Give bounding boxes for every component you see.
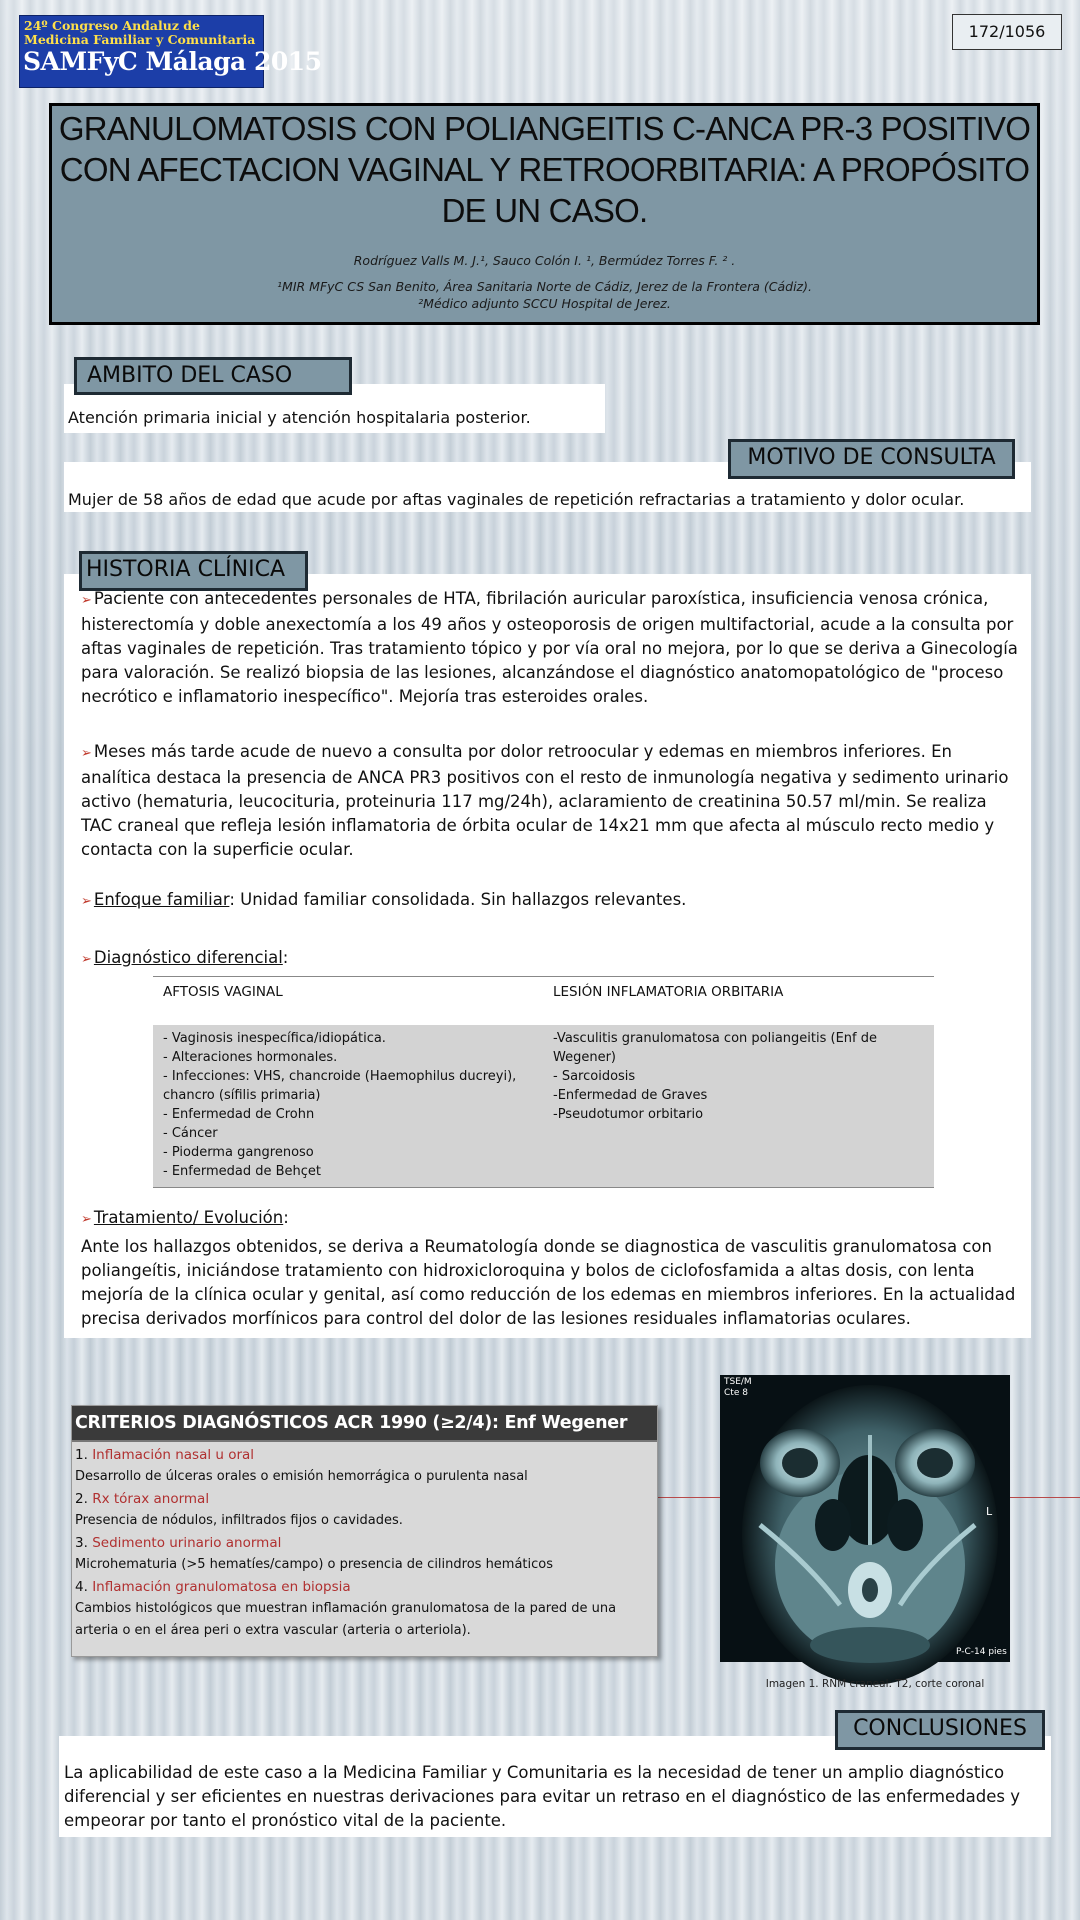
- motivo-heading: MOTIVO DE CONSULTA: [728, 439, 1015, 479]
- list-item: - Infecciones: VHS, chancroide (Haemophilus ducreyi), chancro (sífilis primaria): [163, 1069, 517, 1103]
- paragraph-text: Meses más tarde acude de nuevo a consulta por dolor retroocular y edemas en miembros inferiores. En analítica destaca la presencia de ANCA PR3 positivos con el resto de inmunología negativa y sedimento urinario activo (hematuria, leucocituria, proteinuria 117 mg/24h), aclaramiento de creatinina 50.57 ml/min. Se realiza TAC craneal que refleja lesión inflamatoria de órbita ocular de 14x21 mm que afecta al músculo recto medio y contacta con la superficie ocular.: [81, 742, 1009, 859]
- mri-contrast-label: Cte 8: [724, 1388, 748, 1398]
- congress-logo: [19, 15, 322, 88]
- criteria-number: 4.: [75, 1579, 88, 1595]
- criteria-name: Inflamación granulomatosa en biopsia: [92, 1579, 351, 1595]
- criteria-title: CRITERIOS DIAGNÓSTICOS ACR 1990 (≥2/4): Enf Wegener: [72, 1406, 657, 1442]
- aftosis-list: [163, 1029, 543, 1181]
- poster-title: GRANULOMATOSIS CON POLIANGEITIS C-ANCA PR-3 POSITIVO CON AFECTACION VAGINAL Y RETROORBITARIA: A PROPÓSITO DE UN CASO.: [58, 110, 1031, 229]
- poster-id: 172/1056: [952, 14, 1062, 50]
- list-item: - Pioderma gangrenoso: [163, 1145, 314, 1160]
- historia-heading: HISTORIA CLÍNICA: [79, 551, 308, 591]
- criteria-number: 3.: [75, 1535, 88, 1551]
- enfoque-label: Enfoque familiar: [93, 890, 230, 909]
- list-item: - Sarcoidosis: [553, 1069, 636, 1084]
- historia-paragraph-1: [81, 587, 1021, 709]
- mri-position-label: P-C-14 pies: [956, 1647, 1007, 1657]
- list-item: - Cáncer: [163, 1126, 218, 1141]
- logo-line-1: 24º Congreso Andaluz de: [24, 18, 200, 33]
- list-item: - Enfermedad de Behçet: [163, 1164, 322, 1179]
- arrow-bullet-icon: ➢: [81, 746, 92, 761]
- criteria-name: Rx tórax anormal: [92, 1491, 210, 1507]
- criteria-name: Inflamación nasal u oral: [92, 1447, 255, 1463]
- ambito-text: Atención primaria inicial y atención hospitalaria posterior.: [68, 408, 531, 427]
- tratamiento-colon: :: [283, 1208, 289, 1227]
- criteria-number: 2.: [75, 1491, 88, 1507]
- arrow-bullet-icon: ➢: [81, 1212, 92, 1227]
- authors: Rodríguez Valls M. J.¹, Sauco Colón I. ¹, Bermúdez Torres F. ² .: [353, 253, 736, 268]
- tratamiento-heading: [81, 1206, 1021, 1232]
- criteria-number: 1.: [75, 1447, 88, 1463]
- criteria-box: [71, 1405, 658, 1657]
- dd-label: Diagnóstico diferencial: [93, 948, 283, 967]
- conclusiones-heading: CONCLUSIONES: [835, 1710, 1045, 1750]
- mri-image: [720, 1375, 1010, 1662]
- historia-paragraph-2: [81, 740, 1021, 862]
- criteria-description: Cambios histológicos que muestran inflamación granulomatosa de la pared de una arteria o en el área peri o extra vascular (arteria o arteriola).: [75, 1601, 617, 1638]
- criteria-description: Microhematuria (>5 hematíes/campo) o presencia de cilindros hemáticos: [75, 1557, 554, 1572]
- paragraph-text: Paciente con antecedentes personales de HTA, fibrilación auricular paroxística, insuficiencia venosa crónica, histerectomía y doble anexectomía a los 49 años y osteoporosis de origen multifactorial, acude a la consulta por aftas vaginales de repetición. Tras tratamiento tópico y por vía oral no mejora, por lo que se deriva a Ginecología para valoración. Se realizó biopsia de las lesiones, alcanzándose el diagnóstico anatomopatológico de "proceso necrótico e inflamatorio inespecífico". Mejoría tras esteroides orales.: [81, 589, 1018, 706]
- list-item: - Vaginosis inespecífica/idiopática.: [163, 1031, 386, 1046]
- table-body-row: [153, 1025, 934, 1188]
- orbitaria-list: [553, 1029, 923, 1124]
- mri-scan-graphic: [720, 1375, 1010, 1662]
- arrow-bullet-icon: ➢: [81, 952, 92, 967]
- column-header-orbitaria: LESIÓN INFLAMATORIA ORBITARIA: [553, 984, 784, 1000]
- criteria-item: [72, 1576, 657, 1598]
- enfoque-text: : Unidad familiar consolidada. Sin hallazgos relevantes.: [229, 890, 687, 909]
- list-item: -Pseudotumor orbitario: [553, 1107, 704, 1122]
- affiliation-2: ²Médico adjunto SCCU Hospital de Jerez.: [418, 296, 671, 311]
- list-item: - Alteraciones hormonales.: [163, 1050, 338, 1065]
- column-header-aftosis: AFTOSIS VAGINAL: [163, 984, 283, 1000]
- tratamiento-text: Ante los hallazgos obtenidos, se deriva a Reumatología donde se diagnostica de vasculitis granulomatosa con poliangeítis, iniciándose tratamiento con hidroxicloroquina y bolos de ciclofosfamida a altas dosis, con lenta mejoría de la clínica ocular y genital, así como reducción de los edemas en miembros inferiores. En la actualidad precisa derivados morfínicos para control del dolor de las lesiones residuales inflamatorias oculares.: [81, 1237, 1016, 1328]
- criteria-description: Desarrollo de úlceras orales o emisión hemorrágica o purulenta nasal: [75, 1469, 528, 1484]
- differential-diagnosis-table: [153, 976, 934, 1187]
- list-item: - Enfermedad de Crohn: [163, 1107, 315, 1122]
- enfoque-familiar: [81, 888, 1021, 914]
- ambito-heading: AMBITO DEL CASO: [74, 357, 352, 395]
- list-item: -Vasculitis granulomatosa con poliangeitis (Enf de Wegener): [553, 1031, 878, 1065]
- diagnostico-diferencial-heading: [81, 946, 1021, 972]
- criteria-item: [72, 1488, 657, 1510]
- poster-header: [49, 103, 1040, 325]
- mri-orientation-label: L: [986, 1505, 993, 1518]
- image-caption: Imagen 1. RNM craneal: T2, corte coronal: [765, 1678, 985, 1690]
- criteria-description: Presencia de nódulos, infiltrados fijos o cavidades.: [75, 1513, 403, 1528]
- criteria-item: [72, 1532, 657, 1554]
- affiliation-1: ¹MIR MFyC CS San Benito, Área Sanitaria Norte de Cádiz, Jerez de la Frontera (Cádiz).: [277, 279, 812, 294]
- logo-line-3: SAMFyC Málaga 2015: [23, 47, 322, 76]
- mri-sequence-label: TSE/M: [724, 1377, 752, 1387]
- dd-colon: :: [282, 948, 289, 967]
- motivo-text: Mujer de 58 años de edad que acude por aftas vaginales de repetición refractarias a tratamiento y dolor ocular.: [68, 490, 965, 509]
- arrow-bullet-icon: ➢: [81, 593, 92, 608]
- conclusiones-text: La aplicabilidad de este caso a la Medicina Familiar y Comunitaria es la necesidad de tener un amplio diagnóstico diferencial y ser eficientes en nuestras derivaciones para evitar un retraso en el diagnóstico de las enfermedades y empeorar por tanto el pronóstico vital de la paciente.: [64, 1763, 1020, 1830]
- logo-line-2: Medicina Familiar y Comunitaria: [24, 32, 256, 47]
- criteria-item: [72, 1444, 657, 1466]
- table-header-row: [153, 976, 934, 1026]
- mri-overlay-top-left: [724, 1377, 752, 1399]
- list-item: -Enfermedad de Graves: [553, 1088, 708, 1103]
- tratamiento-label: Tratamiento/ Evolución: [93, 1208, 284, 1227]
- criteria-name: Sedimento urinario anormal: [92, 1535, 282, 1551]
- arrow-bullet-icon: ➢: [81, 894, 92, 909]
